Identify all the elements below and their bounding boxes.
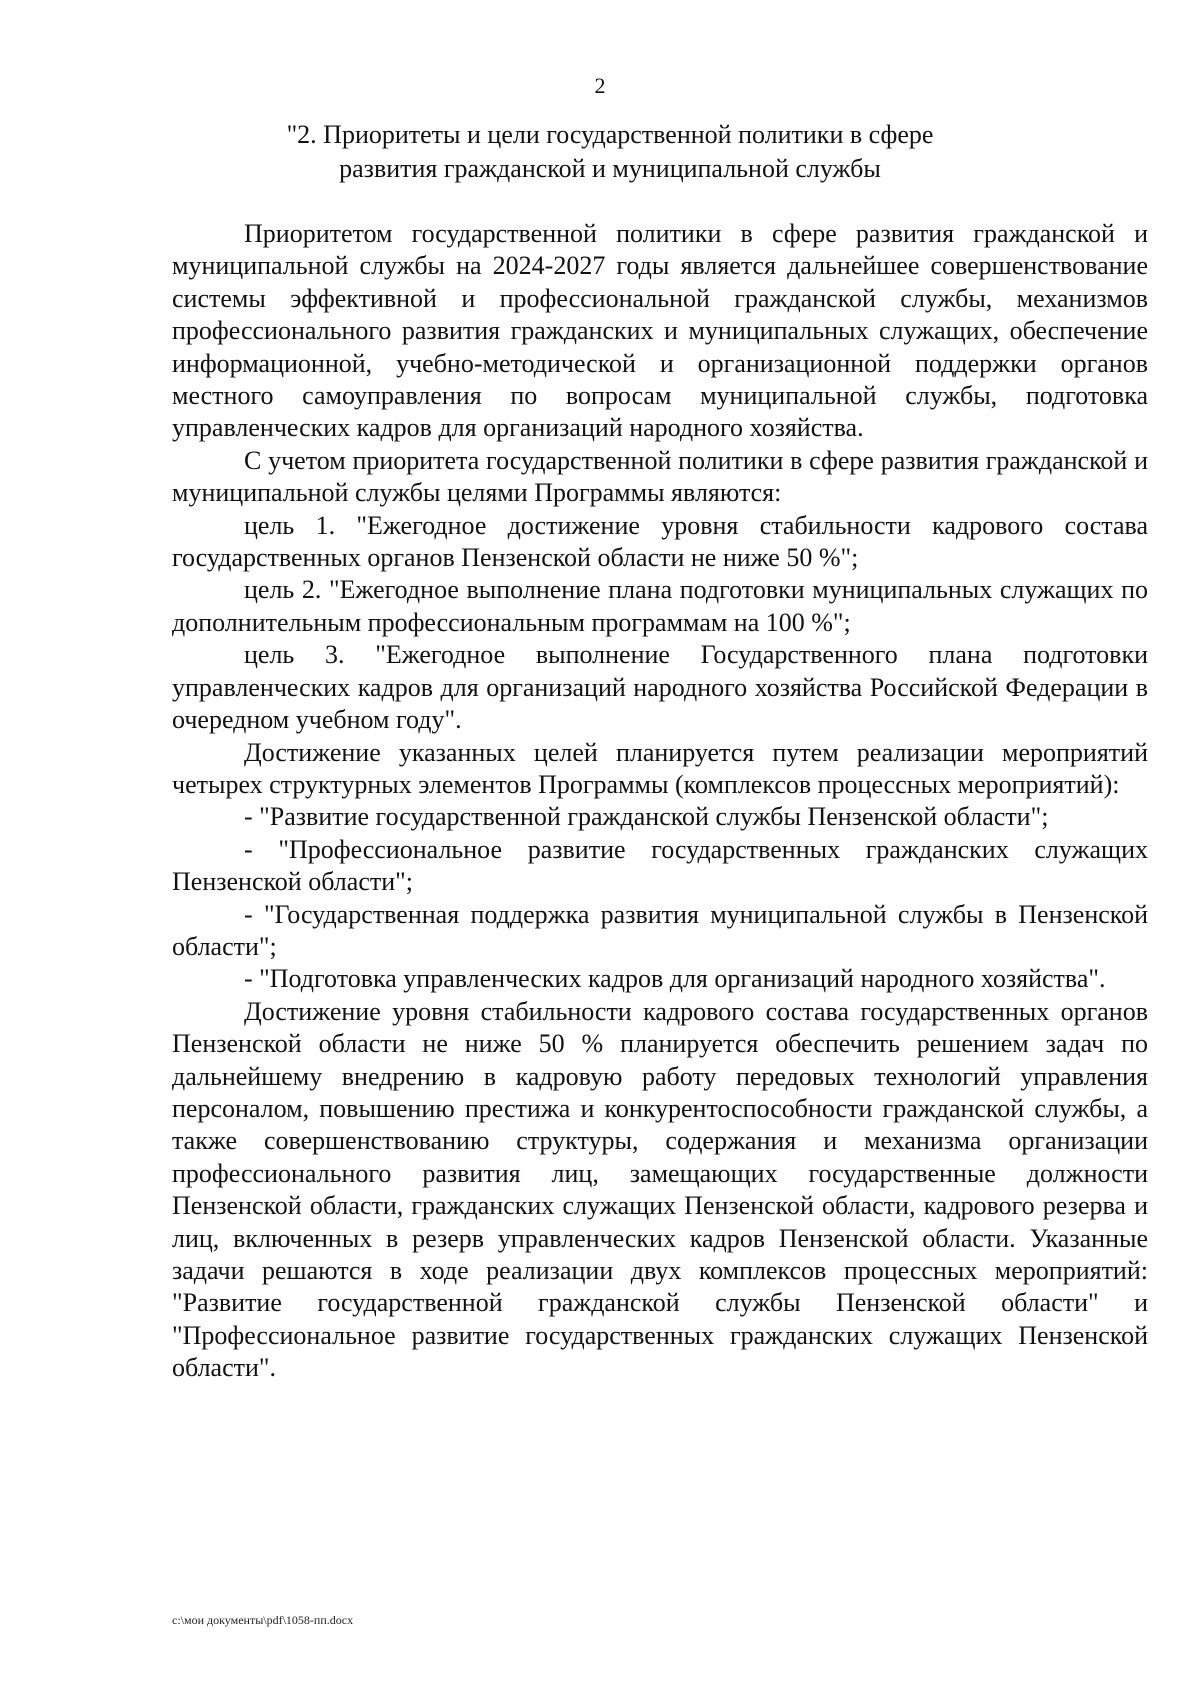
paragraph-goal-1: цель 1. "Ежегодное достижение уровня стабильности кадрового состава государственных органов Пензенской области не ниже 50 %";	[172, 510, 1148, 573]
section-title-line-2: развития гражданской и муниципальной службы	[339, 154, 881, 183]
paragraph-goal-2: цель 2. "Ежегодное выполнение плана подготовки муниципальных служащих по дополнительным профессиональным программам на 100 %";	[172, 575, 1148, 637]
document-body	[172, 218, 1148, 1385]
footer-file-path: c:\мои документы\pdf\1058-пп.docx	[172, 1613, 354, 1627]
paragraph-goal-3: цель 3. "Ежегодное выполнение Государственного плана подготовки управленческих кадров для организаций народного хозяйства Российской Федерации в очередном учебном году".	[172, 640, 1148, 735]
list-item: - "Государственная поддержка развития муниципальной службы в Пензенской области";	[172, 899, 1148, 961]
section-title	[230, 118, 990, 186]
section-title-line-1: "2. Приоритеты и цели государственной политики в сфере	[286, 120, 934, 149]
paragraph-goals-intro: С учетом приоритета государственной политики в сфере развития гражданской и муниципальной службы целями Программы являются:	[172, 445, 1148, 508]
paragraph-stability: Достижение уровня стабильности кадрового состава государственных органов Пензенской области не ниже 50 % планируется обеспечить решением задач по дальнейшему внедрению в кадровую работу передовых технологий управления персоналом, повышению престижа и конкурентоспособности гражданской службы, а также совершенствованию структуры, содержания и механизма организации профессионального развития лиц, замещающих государственные должности Пензенской области, гражданских служащих Пензенской области, кадрового резерва и лиц, включенных в резерв управленческих кадров Пензенской области. Указанные задачи решаются в ходе реализации двух комплексов процессных мероприятий: "Развитие государственной гражданской службы Пензенской области" и "Профессиональное развитие государственных гражданских служащих Пензенской области".	[172, 996, 1148, 1383]
list-item: - "Развитие государственной гражданской службы Пензенской области";	[244, 802, 1049, 832]
paragraph-priority: Приоритетом государственной политики в сфере развития гражданской и муниципальной службы на 2024-2027 годы является дальнейшее совершенствование системы эффективной и профессиональной гражданской службы, механизмов профессионального развития гражданских и муниципальных служащих, обеспечение информационной, учебно-методической и организационной поддержки органов местного самоуправления по вопросам муниципальной службы, подготовка управленческих кадров для организаций народного хозяйства.	[172, 219, 1148, 443]
page-number: 2	[594, 73, 606, 98]
list-item: - "Профессиональное развитие государственных гражданских служащих Пензенской области";	[172, 834, 1148, 897]
paragraph-achievement-intro: Достижение указанных целей планируется путем реализации мероприятий четырех структурных элементов Программы (комплексов процессных мероприятий):	[172, 737, 1148, 799]
list-item: - "Подготовка управленческих кадров для организаций народного хозяйства".	[244, 964, 1106, 994]
